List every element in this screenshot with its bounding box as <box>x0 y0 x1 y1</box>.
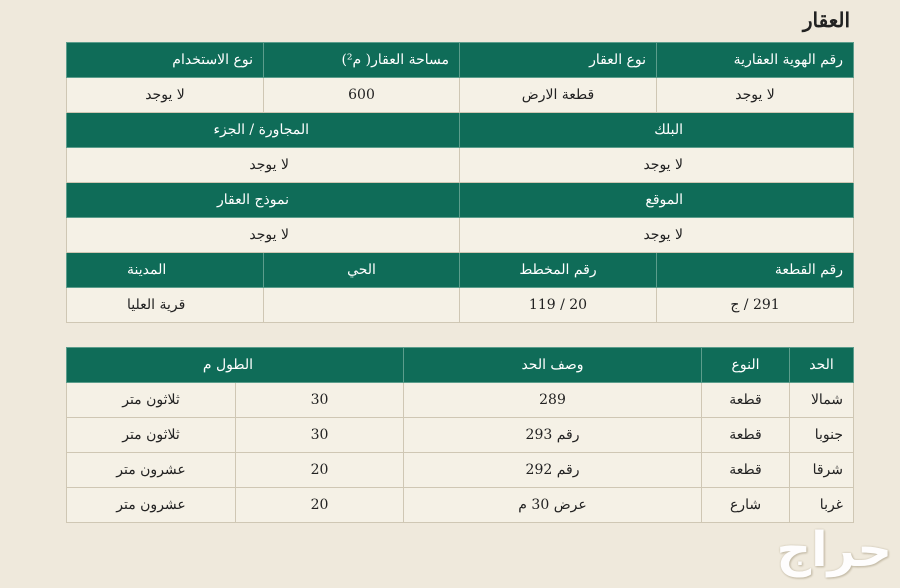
block-header: البلك <box>460 113 854 148</box>
city-header: المدينة <box>67 253 264 288</box>
page-title: العقار <box>802 8 850 32</box>
property-id-value: لا يوجد <box>657 78 854 113</box>
length-words-cell: ثلاثون متر <box>67 383 236 418</box>
description-cell: عرض 30 م <box>404 488 702 523</box>
side-header: الحد <box>790 348 854 383</box>
type-header: النوع <box>702 348 790 383</box>
length-words-cell: عشرون متر <box>67 488 236 523</box>
type-cell: شارع <box>702 488 790 523</box>
length-words-cell: عشرون متر <box>67 453 236 488</box>
property-model-header: نموذج العقار <box>67 183 460 218</box>
block-value: لا يوجد <box>460 148 854 183</box>
type-cell: قطعة <box>702 453 790 488</box>
description-cell: 289 <box>404 383 702 418</box>
plot-number-header: رقم القطعة <box>657 253 854 288</box>
property-details-table <box>66 42 854 323</box>
usage-type-value: لا يوجد <box>67 78 264 113</box>
table-row <box>67 383 854 418</box>
neighborhood-part-header: المجاورة / الجزء <box>67 113 460 148</box>
property-id-header: رقم الهوية العقارية <box>657 43 854 78</box>
property-type-header: نوع العقار <box>460 43 657 78</box>
side-cell: شرقا <box>790 453 854 488</box>
table-row <box>67 488 854 523</box>
side-cell: جنوبا <box>790 418 854 453</box>
boundaries-table <box>66 347 854 523</box>
plot-number-value: 291 / ج <box>657 288 854 323</box>
plan-number-header: رقم المخطط <box>460 253 657 288</box>
city-value: قرية العليا <box>67 288 264 323</box>
neighborhood-part-value: لا يوجد <box>67 148 460 183</box>
type-cell: قطعة <box>702 383 790 418</box>
side-cell: شمالا <box>790 383 854 418</box>
description-cell: رقم 292 <box>404 453 702 488</box>
plan-number-value: 20 / 119 <box>460 288 657 323</box>
property-type-value: قطعة الارض <box>460 78 657 113</box>
length-cell: 30 <box>236 383 404 418</box>
property-area-header: مساحة العقار( م²) <box>264 43 460 78</box>
watermark-logo: حراج <box>776 522 892 578</box>
description-header: وصف الحد <box>404 348 702 383</box>
type-cell: قطعة <box>702 418 790 453</box>
usage-type-header: نوع الاستخدام <box>67 43 264 78</box>
length-header: الطول م <box>67 348 404 383</box>
district-header: الحي <box>264 253 460 288</box>
description-cell: رقم 293 <box>404 418 702 453</box>
property-model-value: لا يوجد <box>67 218 460 253</box>
length-cell: 30 <box>236 418 404 453</box>
table-row <box>67 453 854 488</box>
district-value <box>264 288 460 323</box>
side-cell: غربا <box>790 488 854 523</box>
length-cell: 20 <box>236 488 404 523</box>
table-row <box>67 418 854 453</box>
property-area-value: 600 <box>264 78 460 113</box>
location-header: الموقع <box>460 183 854 218</box>
length-words-cell: ثلاثون متر <box>67 418 236 453</box>
length-cell: 20 <box>236 453 404 488</box>
location-value: لا يوجد <box>460 218 854 253</box>
